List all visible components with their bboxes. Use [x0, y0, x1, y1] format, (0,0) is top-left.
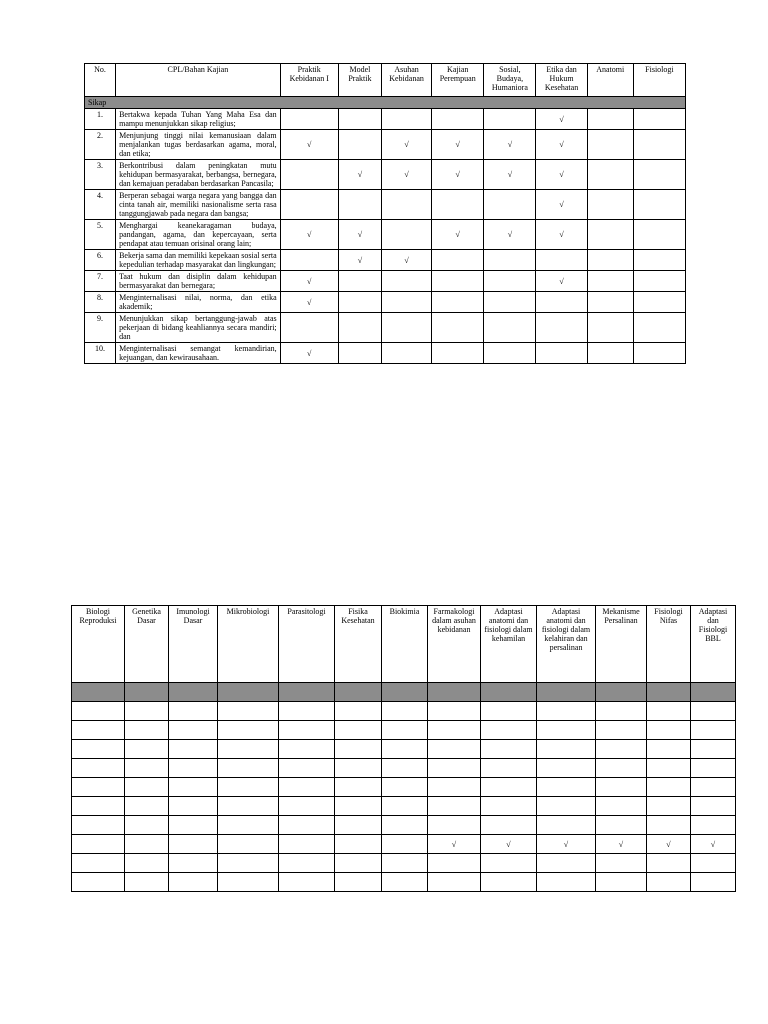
check-cell — [335, 759, 382, 778]
row-description: Berkontribusi dalam peningkatan mutu kehidupan bermasyarakat, berbangsa, bernegara, dan kemajuan peradaban berdasarkan Pancasila; — [116, 160, 281, 190]
row-description: Menjunjung tinggi nilai kemanusiaan dalam menjalankan tugas berdasarkan agama, moral, dan etika; — [116, 130, 281, 160]
section-cell — [218, 683, 279, 702]
check-cell — [381, 343, 431, 364]
check-cell — [72, 797, 125, 816]
check-cell — [169, 797, 218, 816]
check-cell — [596, 759, 647, 778]
check-cell — [633, 313, 685, 343]
check-cell — [218, 816, 279, 835]
row-description: Menghargai keanekaragaman budaya, pandangan, agama, dan kepercayaan, serta pendapat atau temuan orisinal orang lain; — [116, 220, 281, 250]
check-cell — [484, 190, 536, 220]
check-cell — [484, 271, 536, 292]
section-cell — [335, 683, 382, 702]
column-header: Asuhan Kebidanan — [381, 64, 431, 97]
check-cell — [279, 873, 335, 892]
row-description: Menginternalisasi nilai, norma, dan etika akademik; — [116, 292, 281, 313]
row-description: Menunjukkan sikap bertanggung-jawab atas pekerjaan di bidang keahliannya secara mandiri; dan — [116, 313, 281, 343]
row-description: Bekerja sama dan memiliki kepekaan sosial serta kepedulian terhadap masyarakat dan lingkungan; — [116, 250, 281, 271]
check-cell — [647, 759, 691, 778]
table-row — [85, 160, 686, 190]
check-cell — [432, 292, 484, 313]
check-cell: √ — [536, 130, 587, 160]
table-row — [72, 759, 736, 778]
check-cell — [691, 778, 736, 797]
row-number: 10. — [85, 343, 116, 364]
table-row — [85, 250, 686, 271]
check-cell — [633, 130, 685, 160]
check-cell: √ — [381, 250, 431, 271]
check-cell — [428, 816, 481, 835]
check-cell — [125, 816, 169, 835]
check-cell — [218, 702, 279, 721]
check-cell — [279, 835, 335, 854]
check-cell — [382, 797, 428, 816]
check-cell — [432, 190, 484, 220]
row-description: Bertakwa kepada Tuhan Yang Maha Esa dan mampu menunjukkan sikap religius; — [116, 109, 281, 130]
table-row — [85, 130, 686, 160]
check-cell — [537, 702, 596, 721]
check-cell — [125, 702, 169, 721]
check-cell — [169, 816, 218, 835]
check-cell: √ — [338, 160, 381, 190]
check-cell — [381, 109, 431, 130]
check-cell — [280, 313, 338, 343]
check-cell — [691, 740, 736, 759]
check-cell: √ — [536, 220, 587, 250]
check-cell — [596, 873, 647, 892]
column-header: Parasitologi — [279, 606, 335, 683]
column-header: Farmakologi dalam asuhan kebidanan — [428, 606, 481, 683]
check-cell — [125, 759, 169, 778]
check-cell — [72, 778, 125, 797]
check-cell — [633, 292, 685, 313]
check-cell — [432, 313, 484, 343]
check-cell: √ — [484, 130, 536, 160]
row-number: 3. — [85, 160, 116, 190]
column-header: Praktik Kebidanan I — [280, 64, 338, 97]
check-cell — [647, 816, 691, 835]
check-cell — [484, 343, 536, 364]
check-cell — [633, 109, 685, 130]
check-cell: √ — [484, 160, 536, 190]
section-cell — [125, 683, 169, 702]
check-cell: √ — [484, 220, 536, 250]
section-cell — [169, 683, 218, 702]
check-cell — [382, 816, 428, 835]
check-cell — [279, 797, 335, 816]
column-header: Sosial, Budaya, Humaniora — [484, 64, 536, 97]
check-cell — [428, 854, 481, 873]
check-cell — [338, 271, 381, 292]
check-cell — [481, 816, 537, 835]
column-header: No. — [85, 64, 116, 97]
check-cell — [169, 759, 218, 778]
bahan-kajian-table — [71, 605, 736, 892]
table-row — [85, 109, 686, 130]
row-description: Berperan sebagai warga negara yang bangga dan cinta tanah air, memiliki nasionalisme serta rasa tanggungjawab pada negara dan bangsa; — [116, 190, 281, 220]
check-cell — [125, 721, 169, 740]
check-cell — [280, 109, 338, 130]
check-cell — [382, 778, 428, 797]
check-cell — [279, 740, 335, 759]
check-cell — [218, 721, 279, 740]
check-cell: √ — [280, 292, 338, 313]
column-header: Anatomi — [587, 64, 633, 97]
row-number: 7. — [85, 271, 116, 292]
check-cell: √ — [280, 271, 338, 292]
check-cell: √ — [596, 835, 647, 854]
check-cell — [647, 873, 691, 892]
check-cell — [218, 873, 279, 892]
check-cell — [587, 220, 633, 250]
check-cell — [382, 740, 428, 759]
check-cell: √ — [280, 343, 338, 364]
check-cell — [481, 721, 537, 740]
check-cell: √ — [537, 835, 596, 854]
check-cell — [335, 778, 382, 797]
section-cell — [537, 683, 596, 702]
column-header: Fisika Kesehatan — [335, 606, 382, 683]
check-cell — [587, 109, 633, 130]
check-cell — [125, 740, 169, 759]
row-number: 4. — [85, 190, 116, 220]
check-cell: √ — [280, 220, 338, 250]
column-header: Biokimia — [382, 606, 428, 683]
row-description: Taat hukum dan disiplin dalam kehidupan bermasyarakat dan bernegara; — [116, 271, 281, 292]
column-header: Etika dan Hukum Kesehatan — [536, 64, 587, 97]
check-cell — [218, 835, 279, 854]
column-header: Adaptasi anatomi dan fisiologi dalam kelahiran dan persalinan — [537, 606, 596, 683]
row-number: 9. — [85, 313, 116, 343]
check-cell — [218, 759, 279, 778]
check-cell — [279, 778, 335, 797]
table-row — [72, 778, 736, 797]
check-cell — [596, 721, 647, 740]
column-header: Adaptasi anatomi dan fisiologi dalam kehamilan — [481, 606, 537, 683]
check-cell — [536, 313, 587, 343]
check-cell — [338, 190, 381, 220]
check-cell — [481, 778, 537, 797]
check-cell — [633, 343, 685, 364]
table-row — [85, 343, 686, 364]
check-cell — [125, 797, 169, 816]
check-cell — [125, 835, 169, 854]
check-cell — [335, 721, 382, 740]
check-cell — [633, 190, 685, 220]
check-cell — [382, 721, 428, 740]
check-cell — [587, 343, 633, 364]
check-cell — [72, 873, 125, 892]
row-number: 6. — [85, 250, 116, 271]
check-cell — [338, 292, 381, 313]
check-cell — [691, 873, 736, 892]
table-row — [72, 873, 736, 892]
check-cell — [382, 702, 428, 721]
check-cell — [481, 854, 537, 873]
check-cell — [169, 702, 218, 721]
check-cell — [537, 778, 596, 797]
section-cell — [647, 683, 691, 702]
check-cell — [536, 343, 587, 364]
check-cell — [169, 873, 218, 892]
check-cell: √ — [647, 835, 691, 854]
check-cell — [484, 109, 536, 130]
check-cell: √ — [536, 160, 587, 190]
check-cell: √ — [381, 130, 431, 160]
check-cell: √ — [691, 835, 736, 854]
row-number: 2. — [85, 130, 116, 160]
check-cell — [279, 721, 335, 740]
check-cell — [72, 702, 125, 721]
table-row — [72, 835, 736, 854]
column-header: Mikrobiologi — [218, 606, 279, 683]
section-row — [72, 683, 736, 702]
check-cell — [72, 816, 125, 835]
check-cell — [633, 250, 685, 271]
check-cell — [481, 702, 537, 721]
check-cell — [691, 759, 736, 778]
check-cell: √ — [536, 271, 587, 292]
check-cell — [382, 759, 428, 778]
check-cell — [125, 873, 169, 892]
check-cell — [633, 160, 685, 190]
column-header: Imunologi Dasar — [169, 606, 218, 683]
check-cell — [587, 160, 633, 190]
check-cell — [587, 292, 633, 313]
check-cell — [596, 702, 647, 721]
check-cell — [647, 778, 691, 797]
section-cell — [428, 683, 481, 702]
check-cell — [335, 702, 382, 721]
check-cell — [587, 271, 633, 292]
table-row — [72, 702, 736, 721]
check-cell — [218, 797, 279, 816]
check-cell — [691, 854, 736, 873]
check-cell: √ — [536, 190, 587, 220]
check-cell — [691, 797, 736, 816]
column-header: Adaptasi dan Fisiologi BBL — [691, 606, 736, 683]
table-row — [85, 220, 686, 250]
check-cell — [596, 740, 647, 759]
check-cell — [596, 797, 647, 816]
check-cell: √ — [481, 835, 537, 854]
check-cell — [218, 778, 279, 797]
check-cell — [72, 759, 125, 778]
check-cell — [428, 759, 481, 778]
column-header: Mekanisme Persalinan — [596, 606, 647, 683]
check-cell — [335, 816, 382, 835]
check-cell — [484, 313, 536, 343]
check-cell — [428, 740, 481, 759]
check-cell: √ — [432, 160, 484, 190]
check-cell — [335, 740, 382, 759]
check-cell — [338, 343, 381, 364]
column-header: Fisiologi Nifas — [647, 606, 691, 683]
section-cell — [596, 683, 647, 702]
check-cell — [691, 816, 736, 835]
check-cell — [432, 343, 484, 364]
check-cell — [218, 854, 279, 873]
check-cell — [125, 778, 169, 797]
check-cell — [691, 702, 736, 721]
check-cell: √ — [536, 109, 587, 130]
cpl-sikap-table — [84, 63, 686, 364]
section-cell — [382, 683, 428, 702]
row-description: Menginternalisasi semangat kemandirian, kejuangan, dan kewirausahaan. — [116, 343, 281, 364]
check-cell: √ — [428, 835, 481, 854]
check-cell — [169, 854, 218, 873]
check-cell — [169, 778, 218, 797]
check-cell — [218, 740, 279, 759]
check-cell — [537, 759, 596, 778]
row-number: 1. — [85, 109, 116, 130]
check-cell — [647, 702, 691, 721]
section-row — [85, 97, 686, 109]
table2-header-row — [72, 606, 736, 683]
check-cell — [382, 835, 428, 854]
table-row — [85, 313, 686, 343]
check-cell — [647, 854, 691, 873]
table-row — [72, 797, 736, 816]
check-cell — [596, 854, 647, 873]
section-cell — [481, 683, 537, 702]
table-row — [72, 816, 736, 835]
section-cell — [279, 683, 335, 702]
check-cell — [280, 190, 338, 220]
check-cell — [481, 740, 537, 759]
table-row — [72, 721, 736, 740]
check-cell — [338, 313, 381, 343]
check-cell — [338, 130, 381, 160]
section-cell — [72, 683, 125, 702]
table-row — [85, 190, 686, 220]
column-header: Biologi Reproduksi — [72, 606, 125, 683]
check-cell — [633, 271, 685, 292]
table-row — [72, 854, 736, 873]
check-cell: √ — [381, 160, 431, 190]
check-cell — [587, 130, 633, 160]
row-number: 8. — [85, 292, 116, 313]
table1-body — [85, 97, 686, 364]
column-header: Genetika Dasar — [125, 606, 169, 683]
table2-body — [72, 683, 736, 892]
check-cell — [428, 778, 481, 797]
check-cell — [432, 109, 484, 130]
table-row — [85, 271, 686, 292]
check-cell — [382, 854, 428, 873]
check-cell: √ — [338, 220, 381, 250]
check-cell — [428, 702, 481, 721]
check-cell: √ — [432, 130, 484, 160]
check-cell — [279, 759, 335, 778]
check-cell — [279, 702, 335, 721]
check-cell — [481, 873, 537, 892]
check-cell — [536, 250, 587, 271]
column-header: Model Praktik — [338, 64, 381, 97]
check-cell — [537, 721, 596, 740]
check-cell — [647, 740, 691, 759]
check-cell — [338, 109, 381, 130]
check-cell — [381, 190, 431, 220]
table-row — [85, 292, 686, 313]
column-header: Fisiologi — [633, 64, 685, 97]
check-cell — [279, 854, 335, 873]
check-cell — [169, 835, 218, 854]
check-cell — [72, 740, 125, 759]
check-cell — [72, 854, 125, 873]
check-cell — [280, 250, 338, 271]
check-cell — [382, 873, 428, 892]
check-cell — [481, 759, 537, 778]
check-cell — [432, 250, 484, 271]
check-cell: √ — [338, 250, 381, 271]
check-cell — [428, 797, 481, 816]
table-row — [72, 740, 736, 759]
table1-header-row — [85, 64, 686, 97]
check-cell — [537, 816, 596, 835]
check-cell — [587, 313, 633, 343]
check-cell — [381, 292, 431, 313]
check-cell — [484, 292, 536, 313]
column-header: Kajian Perempuan — [432, 64, 484, 97]
check-cell — [125, 854, 169, 873]
check-cell — [280, 160, 338, 190]
check-cell — [335, 873, 382, 892]
check-cell — [169, 740, 218, 759]
check-cell — [536, 292, 587, 313]
check-cell — [381, 220, 431, 250]
check-cell — [537, 740, 596, 759]
section-cell — [691, 683, 736, 702]
check-cell — [481, 797, 537, 816]
check-cell — [428, 873, 481, 892]
column-header: CPL/Bahan Kajian — [116, 64, 281, 97]
row-number: 5. — [85, 220, 116, 250]
check-cell — [537, 854, 596, 873]
check-cell — [484, 250, 536, 271]
check-cell — [428, 721, 481, 740]
check-cell — [72, 835, 125, 854]
check-cell — [587, 190, 633, 220]
check-cell — [432, 271, 484, 292]
check-cell: √ — [432, 220, 484, 250]
check-cell — [335, 854, 382, 873]
check-cell — [335, 797, 382, 816]
check-cell — [381, 313, 431, 343]
check-cell — [169, 721, 218, 740]
check-cell — [633, 220, 685, 250]
check-cell: √ — [280, 130, 338, 160]
check-cell — [72, 721, 125, 740]
check-cell — [537, 873, 596, 892]
check-cell — [537, 797, 596, 816]
check-cell — [596, 816, 647, 835]
check-cell — [596, 778, 647, 797]
check-cell — [381, 271, 431, 292]
check-cell — [587, 250, 633, 271]
check-cell — [691, 721, 736, 740]
section-label: Sikap — [85, 97, 686, 109]
check-cell — [647, 721, 691, 740]
check-cell — [279, 816, 335, 835]
check-cell — [647, 797, 691, 816]
check-cell — [335, 835, 382, 854]
